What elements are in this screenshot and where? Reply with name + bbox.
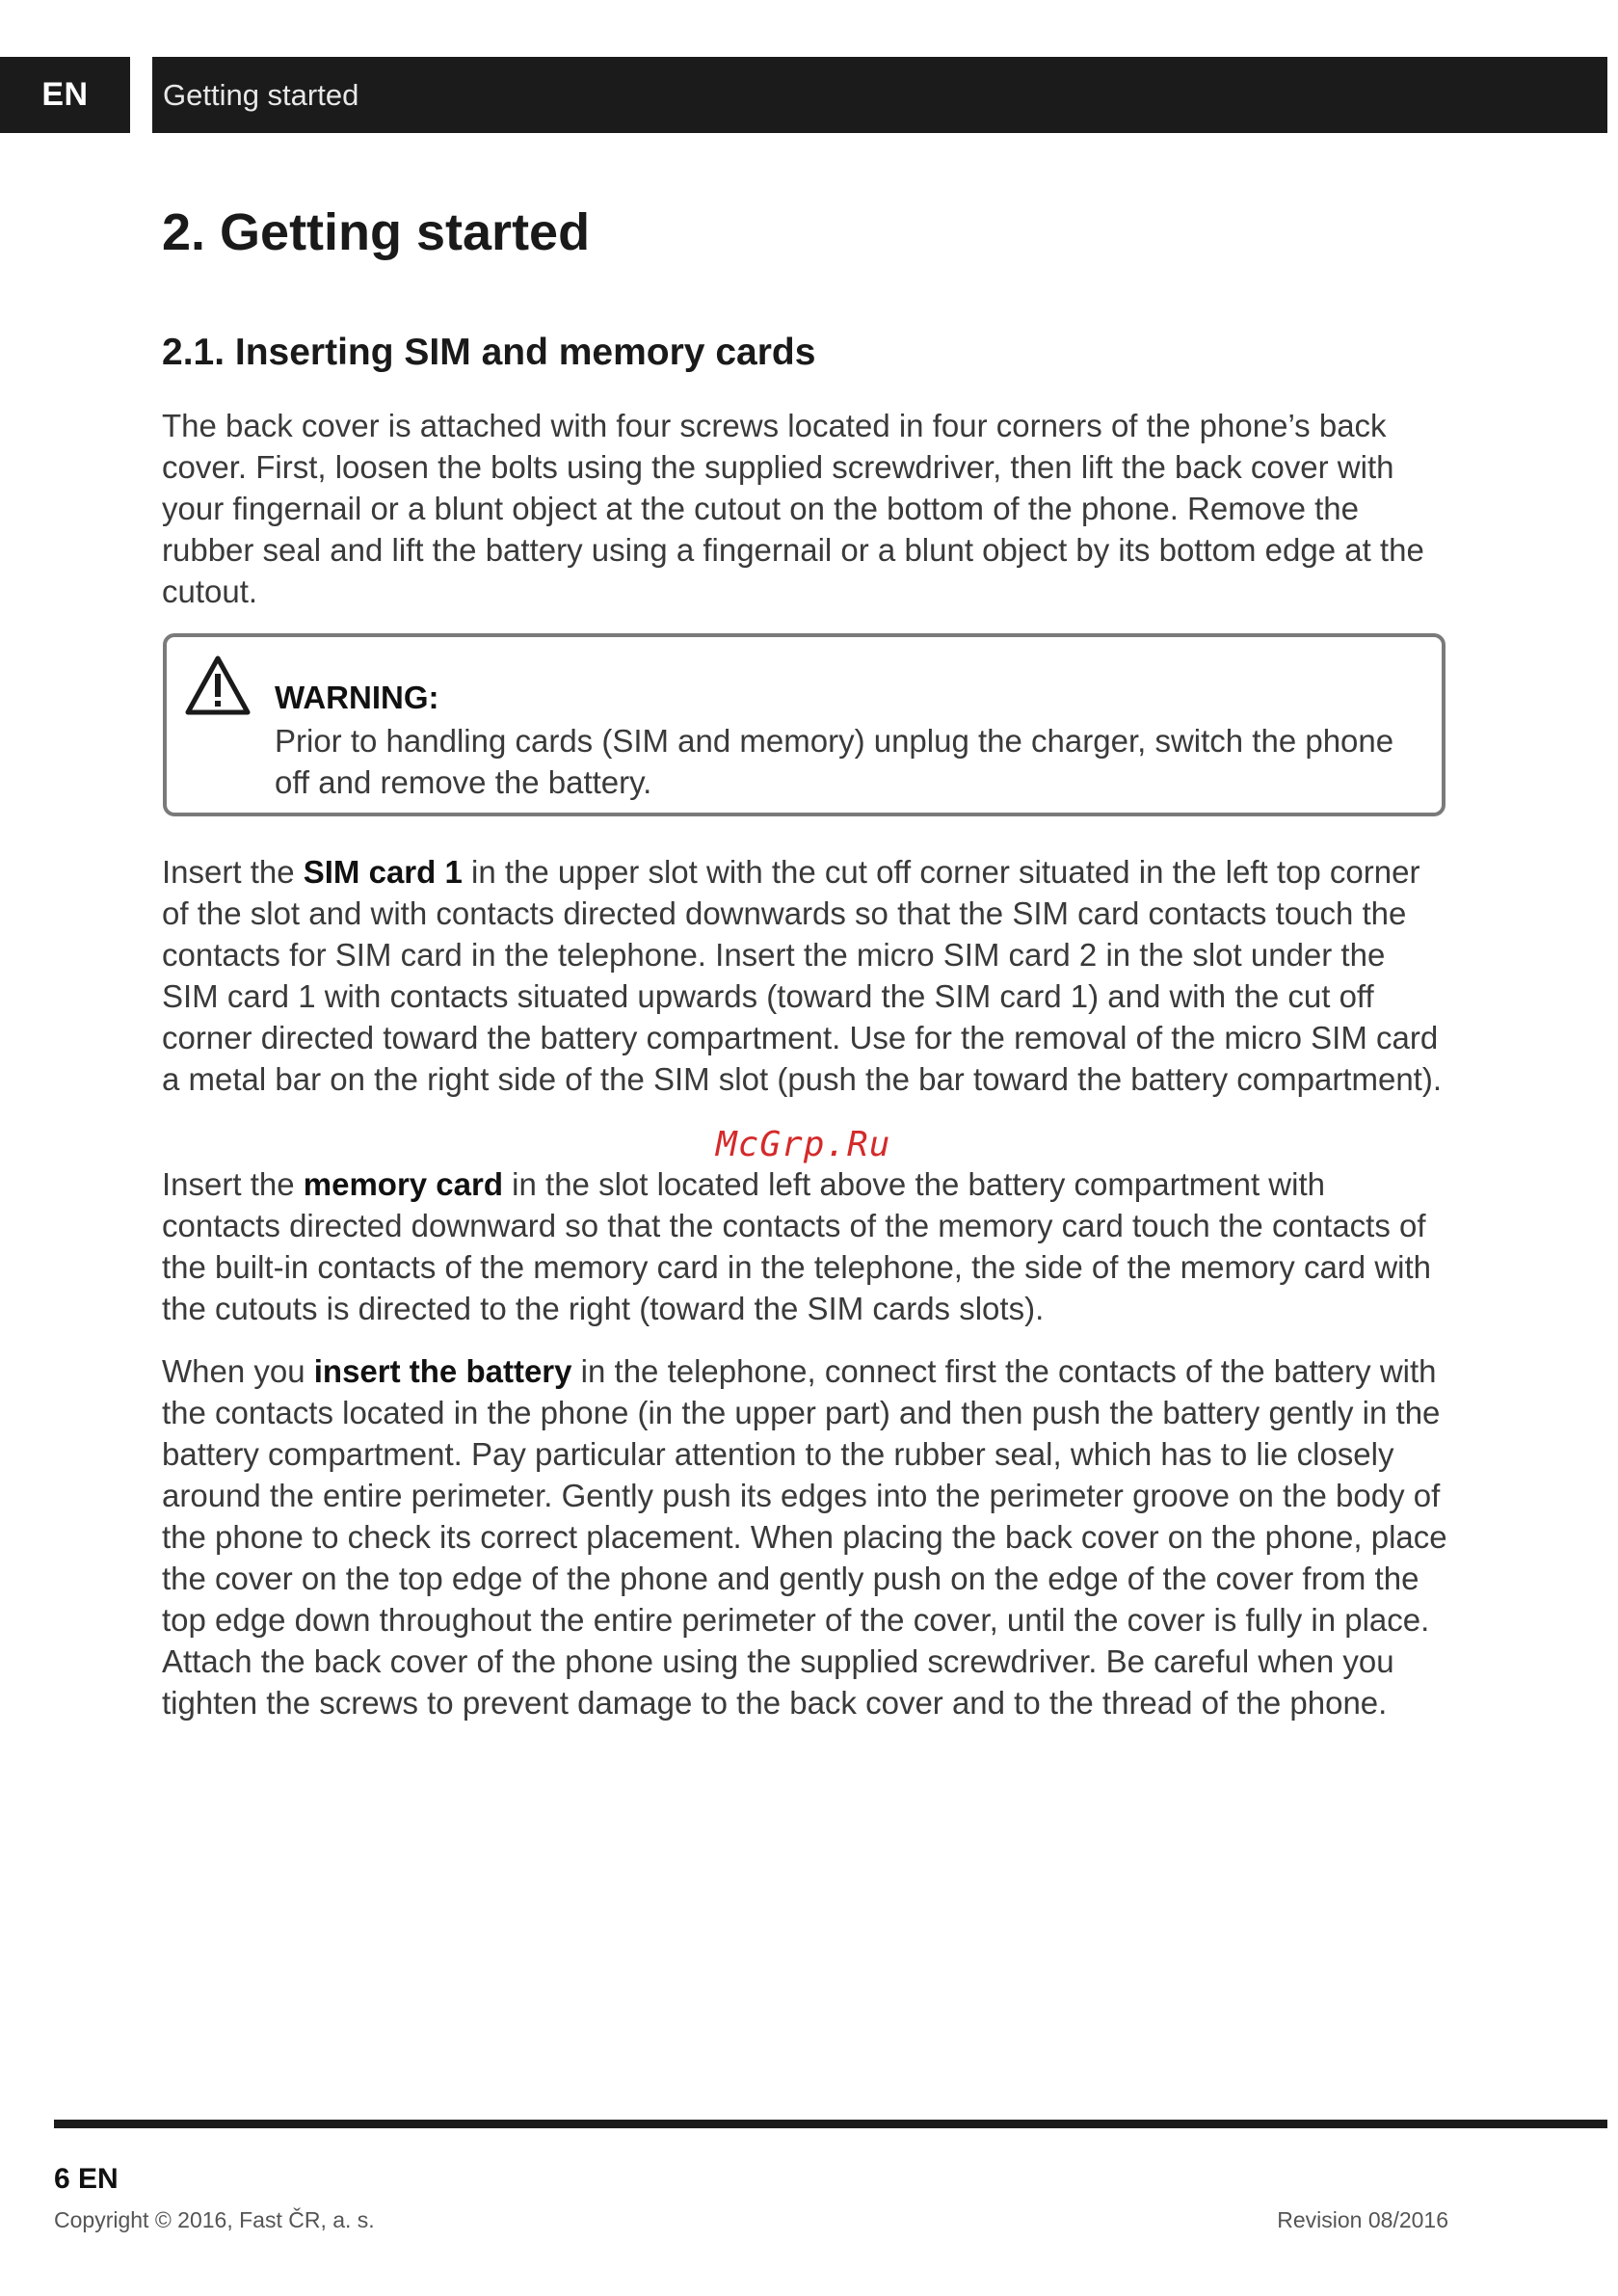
revision: Revision 08/2016	[1277, 2207, 1448, 2232]
section-header	[152, 57, 1607, 133]
section-subtitle: 2.1. Inserting SIM and memory cards	[162, 332, 816, 373]
watermark: McGrp.Ru	[716, 1125, 891, 1164]
page-title: 2. Getting started	[162, 203, 591, 261]
battery-lead: When you	[162, 1353, 314, 1389]
battery-term: insert the battery	[313, 1353, 572, 1389]
memory-term: memory card	[303, 1166, 504, 1202]
sim-lead: Insert the	[162, 854, 304, 890]
sim-term: SIM card 1	[303, 854, 463, 890]
warning-box	[163, 633, 1446, 816]
copyright: Copyright © 2016, Fast ČR, a. s.	[54, 2207, 375, 2232]
memory-lead: Insert the	[162, 1166, 304, 1202]
language-tab: EN	[0, 57, 130, 133]
memory-paragraph	[162, 1163, 1448, 1329]
sim-rest: in the upper slot with the cut off corner situated in the left top corner of the slot and with contacts directed downwards so that the SIM card contacts touch the contacts for SIM card in the telephone. Insert the micro SIM card 2 in the slot under the SIM card 1 with contacts situated upwards (toward the SIM card 1) and with the cut off corner directed toward the battery compartment. Use for the removal of the micro SIM card a metal bar on the right side of the SIM slot (push the bar toward the battery compartment).	[162, 854, 1442, 1097]
battery-rest: in the telephone, connect first the contacts of the battery with the contacts located in the phone (in the upper part) and then push the battery gently in the battery compartment. Pay particular attention to the rubber seal, which has to lie closely around the entire perimeter. Gently push its edges into the perimeter groove on the body of the phone to check its correct placement. When placing the back cover on the phone, place the cover on the top edge of the phone and gently push on the edge of the cover from the top edge down throughout the entire perimeter of the cover, until the cover is fully in place. Attach the back cover of the phone using the supplied screwdriver. Be careful when you tighten the screws to prevent damage to the back cover and to the thread of the phone.	[162, 1353, 1447, 1721]
warning-triangle-icon	[184, 654, 252, 716]
sim-paragraph	[162, 851, 1448, 1100]
footer-rule	[54, 2120, 1607, 2128]
memory-rest: in the slot located left above the battery compartment with contacts directed downward so that the contacts of the memory card touch the contacts of the built-in contacts of the memory card in the telephone, the side of the memory card with the cutouts is directed to the right (toward the SIM cards slots).	[162, 1166, 1432, 1326]
warning-text: Prior to handling cards (SIM and memory) unplug the charger, switch the phone off and remove the battery.	[275, 723, 1394, 800]
section-header-label: Getting started	[163, 77, 359, 112]
warning-title: WARNING:	[275, 680, 439, 715]
intro-paragraph: The back cover is attached with four screws located in four corners of the phone’s back cover. First, loosen the bolts using the supplied screwdriver, then lift the back cover with your fingernail or a blunt object at the cutout on the bottom of the phone. Remove the rubber seal and lift the battery using a fingernail or a blunt object by its bottom edge at the cutout.	[162, 408, 1424, 609]
battery-paragraph	[162, 1350, 1448, 1723]
page-number: 6 EN	[54, 2163, 119, 2195]
